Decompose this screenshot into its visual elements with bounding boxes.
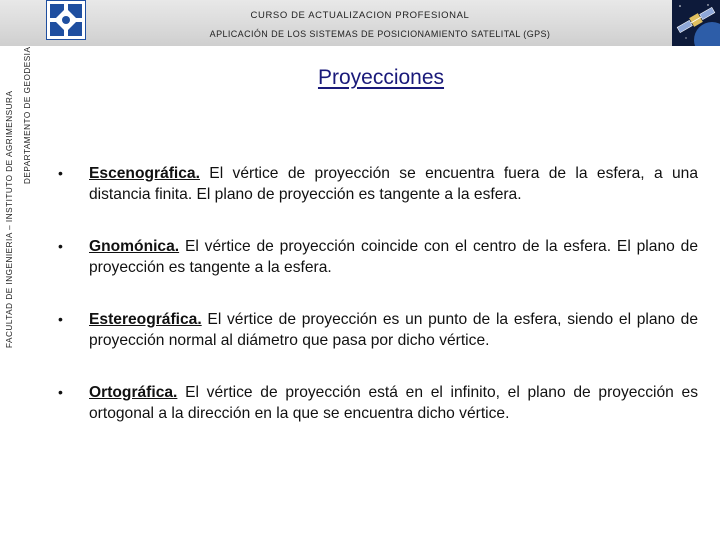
projection-list bbox=[58, 163, 698, 455]
list-item-estereografica bbox=[58, 309, 698, 351]
course-subtitle: APLICACIÓN DE LOS SISTEMAS DE POSICIONAMIENTO SATELITAL (GPS) bbox=[209, 29, 551, 39]
bullet-icon: • bbox=[58, 311, 63, 327]
bullet-term: Escenográfica. bbox=[89, 165, 200, 182]
bullet-icon: • bbox=[58, 238, 63, 254]
bullet-text: El vértice de proyección se encuentra fuera de la esfera, a una distancia finita. El plano de proyección es tangente a la esfera. bbox=[89, 165, 698, 203]
bullet-text: El vértice de proyección está en el infinito, el plano de proyección es ortogonal a la dirección en la que se encuentra dicho vértice. bbox=[89, 384, 698, 422]
satellite-icon bbox=[672, 0, 720, 46]
list-item-gnomonica bbox=[58, 236, 698, 278]
course-title: CURSO DE ACTUALIZACION PROFESIONAL bbox=[250, 10, 470, 21]
faculty-side-label: FACULTAD DE INGENIERIA – INSTITUTO DE AGRIMENSURA bbox=[5, 90, 14, 348]
list-item-escenografica bbox=[58, 163, 698, 205]
bullet-text: El vértice de proyección es un punto de la esfera, siendo el plano de proyección normal al diámetro que pasa por dicho vértice. bbox=[89, 311, 698, 349]
header-bar bbox=[0, 0, 720, 46]
bullet-term: Ortográfica. bbox=[89, 384, 178, 401]
bullet-icon: • bbox=[58, 165, 63, 181]
bullet-icon: • bbox=[58, 384, 63, 400]
bullet-term: Estereográfica. bbox=[89, 311, 202, 328]
slide-title: Proyecciones bbox=[317, 66, 445, 89]
bullet-text: El vértice de proyección coincide con el centro de la esfera. El plano de proyección es tangente a la esfera. bbox=[89, 238, 698, 276]
list-item-ortografica bbox=[58, 382, 698, 424]
bullet-term: Gnomónica. bbox=[89, 238, 180, 255]
department-side-label: DEPARTAMENTO DE GEODESIA bbox=[23, 46, 32, 184]
